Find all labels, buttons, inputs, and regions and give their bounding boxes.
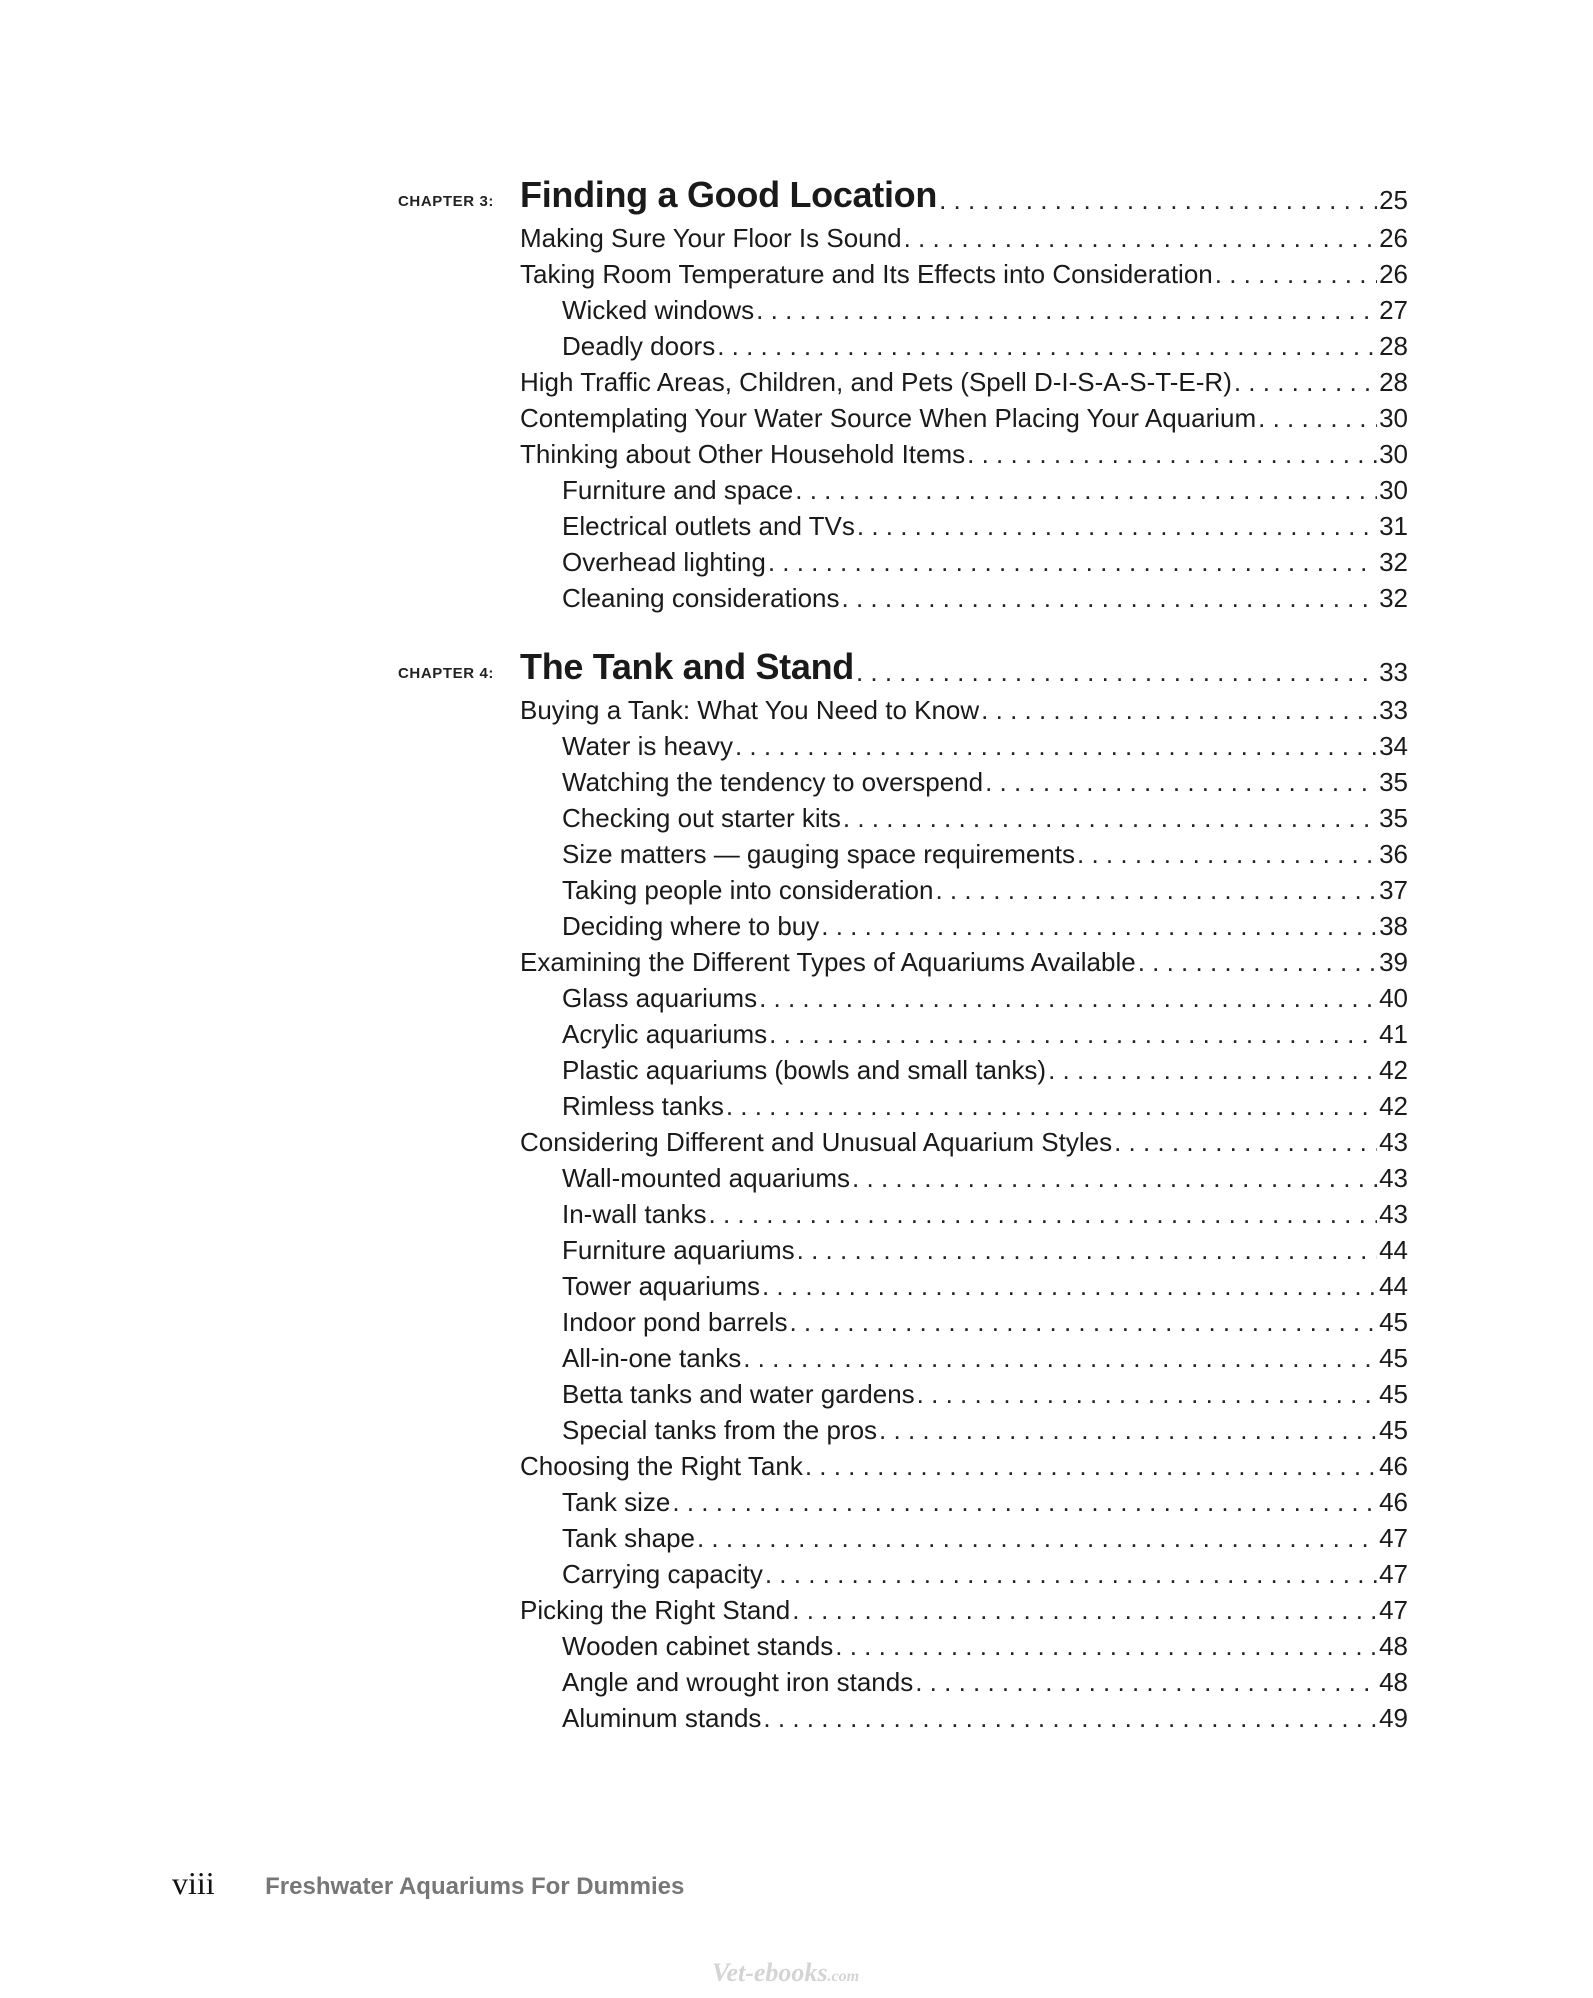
toc-subsection-entry[interactable] — [562, 764, 1408, 800]
dot-leader — [743, 1340, 1377, 1376]
toc-section-entry[interactable] — [520, 692, 1408, 728]
dot-leader — [1138, 944, 1377, 980]
page-number: 37 — [1379, 875, 1408, 905]
dot-leader — [726, 1088, 1377, 1124]
entry-title: In-wall tanks — [562, 1199, 707, 1229]
dot-leader — [672, 1484, 1377, 1520]
dot-leader — [842, 580, 1378, 616]
entry-title: Thinking about Other Household Items — [520, 439, 966, 469]
entry-title: High Traffic Areas, Children, and Pets (Spell D-I-S-A-S-T-E-R) — [520, 367, 1232, 397]
page-number: 28 — [1379, 367, 1408, 397]
page-number: 40 — [1379, 983, 1408, 1013]
entry-title: Wall-mounted aquariums — [562, 1163, 851, 1193]
page-number: 27 — [1379, 295, 1408, 325]
page-number: 30 — [1379, 403, 1408, 433]
toc-subsection-entry[interactable] — [562, 1196, 1408, 1232]
dot-leader — [762, 1268, 1377, 1304]
dot-leader — [1234, 364, 1377, 400]
page-number: 32 — [1379, 583, 1408, 613]
entry-title: Special tanks from the pros — [562, 1415, 878, 1445]
entry-title: Wooden cabinet stands — [562, 1631, 834, 1661]
toc-subsection-entry[interactable] — [562, 1664, 1408, 1700]
entry-title: Considering Different and Unusual Aquarium Styles — [520, 1127, 1113, 1157]
page-number: 46 — [1379, 1487, 1408, 1517]
toc-section-entry[interactable] — [520, 436, 1408, 472]
toc-subsection-entry[interactable] — [562, 1304, 1408, 1340]
dot-leader — [1048, 1052, 1377, 1088]
entry-title: Betta tanks and water gardens — [562, 1379, 915, 1409]
entry-title: Indoor pond barrels — [562, 1307, 788, 1337]
dot-leader — [1114, 1124, 1377, 1160]
page-number: 31 — [1379, 511, 1408, 541]
toc-subsection-entry[interactable] — [562, 1268, 1408, 1304]
entry-title: Taking Room Temperature and Its Effects into Consideration — [520, 259, 1213, 289]
chapter-4-section — [398, 642, 1408, 1736]
entry-title: Making Sure Your Floor Is Sound — [520, 223, 902, 253]
page-number: 45 — [1379, 1343, 1408, 1373]
page-number: 26 — [1379, 223, 1408, 253]
toc-subsection-entry[interactable] — [562, 1412, 1408, 1448]
page-number: 28 — [1379, 331, 1408, 361]
dot-leader — [756, 292, 1377, 328]
page-number: 46 — [1379, 1451, 1408, 1481]
page-number: 43 — [1379, 1163, 1408, 1193]
page-number: 30 — [1379, 475, 1408, 505]
chapter-label: CHAPTER 4: — [398, 665, 495, 682]
entry-title: Deadly doors — [562, 331, 716, 361]
entry-title: Glass aquariums — [562, 983, 758, 1013]
toc-entries — [398, 170, 1408, 616]
page-number: 43 — [1379, 1199, 1408, 1229]
dot-leader — [792, 1592, 1377, 1628]
toc-section-entry[interactable] — [520, 1448, 1408, 1484]
toc-subsection-entry[interactable] — [562, 908, 1408, 944]
toc-section-entry[interactable] — [520, 220, 1408, 256]
dot-leader — [765, 1556, 1377, 1592]
page-number: 33 — [1379, 657, 1408, 687]
toc-section-entry[interactable] — [520, 1124, 1408, 1160]
toc-section-entry[interactable] — [520, 1592, 1408, 1628]
toc-subsection-entry[interactable] — [562, 728, 1408, 764]
toc-subsection-entry[interactable] — [562, 580, 1408, 616]
page-number: 48 — [1379, 1667, 1408, 1697]
page-number: 44 — [1379, 1271, 1408, 1301]
dot-leader — [915, 1664, 1377, 1700]
page-number: 47 — [1379, 1595, 1408, 1625]
page-number: 34 — [1379, 731, 1408, 761]
toc-section-entry[interactable] — [520, 256, 1408, 292]
page-number: 30 — [1379, 439, 1408, 469]
page-number: 43 — [1379, 1127, 1408, 1157]
dot-leader — [939, 185, 1377, 216]
chapter-title-row[interactable] — [520, 170, 1408, 216]
page-number: 35 — [1379, 803, 1408, 833]
dot-leader — [805, 1448, 1377, 1484]
toc-subsection-entry[interactable] — [562, 1484, 1408, 1520]
page-number: 39 — [1379, 947, 1408, 977]
entry-title: Watching the tendency to overspend — [562, 767, 984, 797]
page-number: 26 — [1379, 259, 1408, 289]
entry-title: Buying a Tank: What You Need to Know — [520, 695, 980, 725]
entry-title: Plastic aquariums (bowls and small tanks) — [562, 1055, 1047, 1085]
page-number: 42 — [1379, 1091, 1408, 1121]
dot-leader — [981, 692, 1377, 728]
dot-leader — [856, 657, 1377, 688]
toc-subsection-entry[interactable] — [562, 1088, 1408, 1124]
toc-section-entry[interactable] — [520, 400, 1408, 436]
dot-leader — [985, 764, 1377, 800]
toc-subsection-entry[interactable] — [562, 980, 1408, 1016]
dot-leader — [879, 1412, 1377, 1448]
entry-title: Acrylic aquariums — [562, 1019, 768, 1049]
dot-leader — [857, 508, 1377, 544]
entry-title: Choosing the Right Tank — [520, 1451, 803, 1481]
entry-title: Water is heavy — [562, 731, 733, 761]
dot-leader — [843, 800, 1377, 836]
entry-title: Deciding where to buy — [562, 911, 820, 941]
page-number: 48 — [1379, 1631, 1408, 1661]
toc-subsection-entry[interactable] — [562, 1016, 1408, 1052]
page-number: 44 — [1379, 1235, 1408, 1265]
entry-title: Size matters — gauging space requirements — [562, 839, 1076, 869]
dot-leader — [1258, 400, 1377, 436]
entry-title: Aluminum stands — [562, 1703, 762, 1733]
toc-subsection-entry[interactable] — [562, 1556, 1408, 1592]
folio-page-number: viii — [172, 1865, 215, 1901]
entry-title: Wicked windows — [562, 295, 755, 325]
page-number: 45 — [1379, 1379, 1408, 1409]
chapter-title: The Tank and Stand — [520, 646, 854, 687]
dot-leader — [917, 1376, 1377, 1412]
page-number: 45 — [1379, 1415, 1408, 1445]
watermark — [712, 1958, 859, 1988]
toc-entries — [398, 642, 1408, 1736]
toc-subsection-entry[interactable] — [562, 544, 1408, 580]
dot-leader — [789, 1304, 1377, 1340]
dot-leader — [967, 436, 1377, 472]
page-number: 42 — [1379, 1055, 1408, 1085]
dot-leader — [735, 728, 1377, 764]
dot-leader — [769, 1016, 1377, 1052]
entry-title: Tank size — [562, 1487, 671, 1517]
dot-leader — [763, 1700, 1377, 1736]
page-number: 49 — [1379, 1703, 1408, 1733]
page-number: 38 — [1379, 911, 1408, 941]
entry-title: Taking people into consideration — [562, 875, 934, 905]
entry-title: Checking out starter kits — [562, 803, 841, 833]
toc-subsection-entry[interactable] — [562, 1628, 1408, 1664]
watermark-suffix: .com — [827, 1968, 860, 1985]
dot-leader — [904, 220, 1378, 256]
toc-subsection-entry[interactable] — [562, 328, 1408, 364]
entry-title: Electrical outlets and TVs — [562, 511, 855, 541]
dot-leader — [1215, 256, 1377, 292]
dot-leader — [759, 980, 1377, 1016]
entry-title: Furniture aquariums — [562, 1235, 795, 1265]
dot-leader — [697, 1520, 1377, 1556]
toc-subsection-entry[interactable] — [562, 872, 1408, 908]
entry-title: Overhead lighting — [562, 547, 766, 577]
chapter-title-row[interactable] — [520, 642, 1408, 688]
watermark-text: Vet-ebooks — [712, 1958, 828, 1987]
toc-subsection-entry[interactable] — [562, 800, 1408, 836]
toc-subsection-entry[interactable] — [562, 1700, 1408, 1736]
toc-subsection-entry[interactable] — [562, 1052, 1408, 1088]
page-number: 25 — [1379, 185, 1408, 215]
dot-leader — [935, 872, 1377, 908]
toc-subsection-entry[interactable] — [562, 1520, 1408, 1556]
toc-subsection-entry[interactable] — [562, 1376, 1408, 1412]
toc-subsection-entry[interactable] — [562, 1160, 1408, 1196]
entry-title: Angle and wrought iron stands — [562, 1667, 914, 1697]
dot-leader — [852, 1160, 1377, 1196]
entry-title: Examining the Different Types of Aquariums Available — [520, 947, 1136, 977]
toc-subsection-entry[interactable] — [562, 292, 1408, 328]
dot-leader — [821, 908, 1377, 944]
running-book-title: Freshwater Aquariums For Dummies — [265, 1873, 685, 1900]
dot-leader — [717, 328, 1377, 364]
entry-title: Furniture and space — [562, 475, 794, 505]
entry-title: Contemplating Your Water Source When Placing Your Aquarium — [520, 403, 1257, 433]
dot-leader — [1077, 836, 1377, 872]
entry-title: Cleaning considerations — [562, 583, 840, 613]
dot-leader — [709, 1196, 1378, 1232]
page-number: 33 — [1379, 695, 1408, 725]
entry-title: Rimless tanks — [562, 1091, 724, 1121]
page-footer — [172, 1865, 684, 1902]
dot-leader — [835, 1628, 1377, 1664]
entry-title: Tank shape — [562, 1523, 695, 1553]
page-number: 36 — [1379, 839, 1408, 869]
page-number: 47 — [1379, 1559, 1408, 1589]
toc-subsection-entry[interactable] — [562, 836, 1408, 872]
entry-title: Picking the Right Stand — [520, 1595, 791, 1625]
toc-subsection-entry[interactable] — [562, 472, 1408, 508]
chapter-label: CHAPTER 3: — [398, 193, 495, 210]
toc-subsection-entry[interactable] — [562, 1340, 1408, 1376]
toc-section-entry[interactable] — [520, 364, 1408, 400]
dot-leader — [795, 472, 1377, 508]
page-number: 47 — [1379, 1523, 1408, 1553]
toc-subsection-entry[interactable] — [562, 1232, 1408, 1268]
page-number: 32 — [1379, 547, 1408, 577]
page-number: 41 — [1379, 1019, 1408, 1049]
toc-section-entry[interactable] — [520, 944, 1408, 980]
entry-title: Tower aquariums — [562, 1271, 760, 1301]
toc-subsection-entry[interactable] — [562, 508, 1408, 544]
chapter-3-section — [398, 170, 1408, 616]
page-number: 45 — [1379, 1307, 1408, 1337]
dot-leader — [797, 1232, 1377, 1268]
entry-title: Carrying capacity — [562, 1559, 763, 1589]
page-number: 35 — [1379, 767, 1408, 797]
entry-title: All-in-one tanks — [562, 1343, 742, 1373]
chapter-title: Finding a Good Location — [520, 174, 938, 215]
dot-leader — [768, 544, 1377, 580]
